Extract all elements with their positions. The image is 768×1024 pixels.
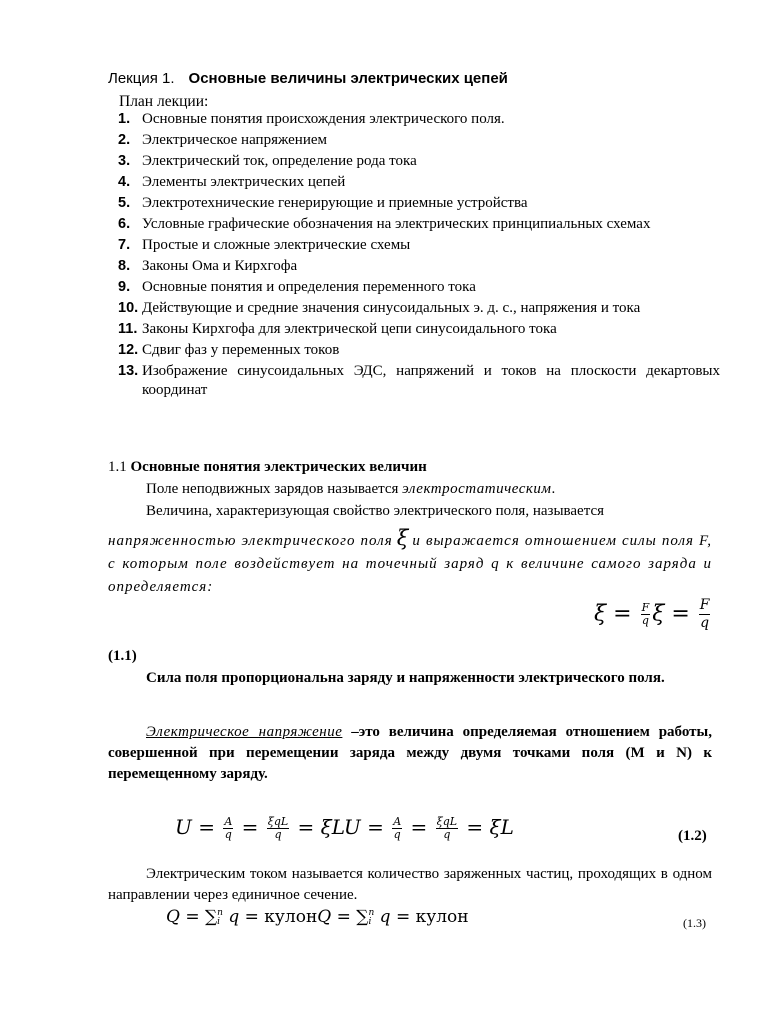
- plan-item-text: Элементы электрических цепей: [142, 174, 346, 190]
- plan-item-text: Простые и сложные электрические схемы: [142, 237, 411, 253]
- plan-item-text: Законы Кирхгофа для электрической цепи синусоидального тока: [142, 321, 557, 337]
- f1-eq-b: =: [671, 601, 690, 627]
- plan-item: [108, 320, 720, 339]
- equation-label-1-3: (1.3): [683, 916, 706, 930]
- plan-item-text: Сдвиг фаз у переменных токов: [142, 342, 340, 358]
- plan-item: [108, 194, 720, 213]
- section-number: 1.1: [108, 459, 127, 475]
- plan-item-number: 8.: [118, 258, 131, 274]
- plan-item-text: Изображение синусоидальных ЭДС, напряжений и токов на плоскости декартовых координат: [142, 363, 720, 398]
- plan-item-number: 11.: [118, 321, 138, 337]
- lecture-title-text: Основные величины электрических цепей: [188, 70, 508, 87]
- plan-item: [108, 236, 720, 255]
- plan-item: [108, 299, 720, 318]
- paragraph-field-strength-lead: Величина, характеризующая свойство электрического поля, называется: [146, 503, 605, 519]
- section-heading: [108, 459, 427, 476]
- voltage-definition: –это величина определяемая отношением работы, совершенной при перемещении заряда между двумя точками поля (М и N) к перемещенному заряду.: [108, 724, 712, 782]
- para2-italic-a: напряженностью электрического поля: [108, 533, 393, 549]
- plan-item: [108, 131, 720, 150]
- equation-label-1-1: (1.1): [108, 648, 137, 664]
- f1-lhs-b: ξ: [652, 601, 665, 627]
- plan-list: [108, 110, 720, 402]
- plan-item: [108, 341, 720, 360]
- voltage-term: Электрическое напряжение: [146, 724, 343, 740]
- f1-eq-a: =: [613, 601, 632, 627]
- xi-symbol: ξ: [396, 526, 409, 550]
- plan-item-number: 6.: [118, 216, 131, 232]
- plan-item-number: 4.: [118, 174, 131, 190]
- plan-item: [108, 110, 720, 129]
- paragraph-field-strength-body: [108, 527, 712, 599]
- plan-item-number: 13.: [118, 363, 139, 379]
- plan-item: [108, 173, 720, 192]
- formula-1-2: U = $\frac{A}{q}$ = $\frac{\text{ξqL}}{q}$ = ξLU = $\frac{A}{q}$ = $\frac{\text{ξqL}}{q}$ = ξL: [175, 815, 514, 841]
- plan-item-text: Условные графические обозначения на электрических принципиальных схемах: [142, 216, 651, 232]
- plan-item-text: Основные понятия и определения переменного тока: [142, 279, 476, 295]
- paragraph-current: Электрическим током называется количество заряженных частиц, проходящих в одном направлении через единичное сечение.: [108, 866, 712, 903]
- para1-term: электростатическим: [402, 481, 552, 497]
- plan-heading: План лекции:: [119, 93, 209, 110]
- plan-item-number: 10.: [118, 300, 139, 316]
- plan-item-text: Законы Ома и Кирхгофа: [142, 258, 298, 274]
- para1-lead: Поле неподвижных зарядов называется: [146, 481, 403, 497]
- paragraph-electrostatic: [146, 479, 716, 500]
- plan-item-text: Действующие и средние значения синусоидальных э. д. с., напряжения и тока: [142, 300, 641, 316]
- plan-item-text: Электрический ток, определение рода тока: [142, 153, 417, 169]
- plan-item: [108, 362, 720, 400]
- lecture-title: [108, 70, 508, 87]
- para1-end: .: [551, 481, 556, 497]
- f1-lhs-a: ξ: [594, 601, 607, 627]
- paragraph-voltage: [108, 722, 712, 785]
- plan-item-text: Электрическое напряжением: [142, 132, 327, 148]
- plan-item-number: 2.: [118, 132, 131, 148]
- plan-item-number: 3.: [118, 153, 131, 169]
- plan-item-number: 5.: [118, 195, 131, 211]
- paragraph-force: Сила поля пропорциональна заряду и напряженности электрического поля.: [146, 670, 665, 686]
- plan-item-text: Электротехнические генерирующие и приемные устройства: [142, 195, 528, 211]
- lecture-number: Лекция 1.: [108, 70, 175, 87]
- formula-1-1: [594, 597, 712, 632]
- formula-1-3: Q = ∑ n i q = кулонQ = ∑ n i q = кулон: [166, 907, 469, 927]
- equation-label-1-2: (1.2): [678, 828, 707, 844]
- plan-item: [108, 278, 720, 297]
- plan-item: [108, 215, 720, 234]
- section-title: Основные понятия электрических величин: [130, 459, 427, 475]
- plan-item-number: 1.: [118, 111, 131, 127]
- plan-item-number: 9.: [118, 279, 131, 295]
- f1-frac-b: $\frac{F}{q}$: [699, 597, 710, 631]
- plan-item-number: 7.: [118, 237, 131, 253]
- para2-italic-b: и выражается отношением силы поля F, с которым поле воздействует на точечный заряд q к величине самого заряда и определяется:: [108, 533, 713, 595]
- plan-item: [108, 152, 720, 171]
- plan-item-text: Основные понятия происхождения электрического поля.: [142, 111, 505, 127]
- f1-frac-a: $\frac{F}{q}$: [641, 601, 650, 627]
- plan-item: [108, 257, 720, 276]
- plan-item-number: 12.: [118, 342, 139, 358]
